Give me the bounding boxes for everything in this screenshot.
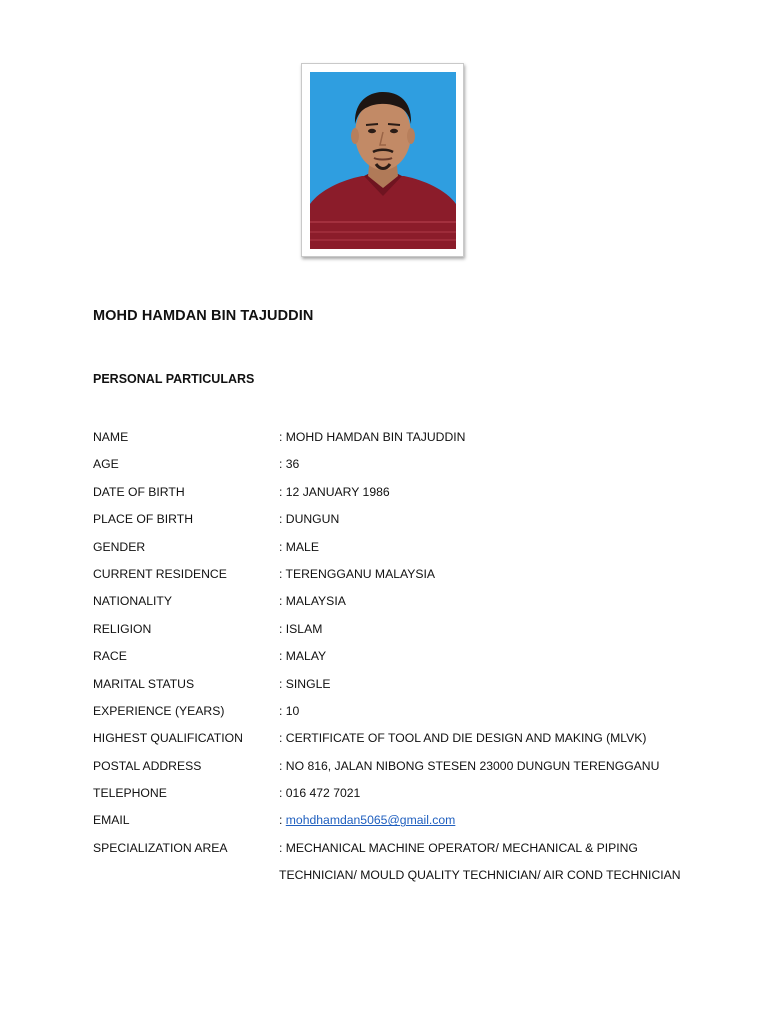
particular-value: : MALAY [279, 649, 327, 664]
particular-value: : MALAYSIA [279, 594, 346, 609]
particular-row-current-residence [93, 566, 713, 593]
particular-row-highest-qualification [93, 730, 713, 757]
particular-label: HIGHEST QUALIFICATION [93, 731, 243, 746]
specialization-line-1: : MECHANICAL MACHINE OPERATOR/ MECHANICAL & PIPING [279, 840, 638, 855]
particular-value: : DUNGUN [279, 512, 340, 527]
profile-photo-frame [301, 63, 464, 257]
particular-value: : TERENGGANU MALAYSIA [279, 566, 435, 581]
particular-value [279, 812, 713, 839]
particular-label: EXPERIENCE (YEARS) [93, 703, 225, 718]
candidate-name-heading: MOHD HAMDAN BIN TAJUDDIN [93, 308, 314, 324]
particular-label: POSTAL ADDRESS [93, 758, 202, 773]
particular-label: AGE [93, 457, 119, 472]
particular-value: : SINGLE [279, 676, 331, 691]
particular-value: : ISLAM [279, 621, 323, 636]
specialization-line-2: TECHNICIAN/ MOULD QUALITY TECHNICIAN/ AIR COND TECHNICIAN [279, 868, 681, 883]
particular-label: DATE OF BIRTH [93, 484, 185, 499]
particular-value: : MALE [279, 539, 319, 554]
personal-particulars-heading: PERSONAL PARTICULARS [93, 372, 255, 386]
particular-row-specialization [93, 840, 713, 895]
particular-value: : NO 816, JALAN NIBONG STESEN 23000 DUNGUN TERENGGANU [279, 758, 660, 773]
particular-row-race [93, 648, 713, 675]
particular-label: CURRENT RESIDENCE [93, 566, 227, 581]
particular-row-experience [93, 703, 713, 730]
particular-row-nationality [93, 593, 713, 620]
particular-label: GENDER [93, 539, 146, 554]
particular-row-religion [93, 621, 713, 648]
particular-value: : CERTIFICATE OF TOOL AND DIE DESIGN AND MAKING (MLVK) [279, 731, 647, 746]
particular-row-age [93, 456, 713, 483]
particular-row-gender [93, 539, 713, 566]
particular-row-date-of-birth [93, 484, 713, 511]
particular-label: SPECIALIZATION AREA [93, 840, 228, 855]
email-link[interactable]: mohdhamdan5065@gmail.com [285, 813, 456, 828]
particular-label: TELEPHONE [93, 786, 167, 801]
profile-photo [310, 72, 456, 249]
particular-row-marital-status [93, 676, 713, 703]
particular-label: NATIONALITY [93, 594, 173, 609]
particular-label: EMAIL [93, 813, 130, 828]
particular-value: : 36 [279, 457, 300, 472]
particular-row-email [93, 812, 713, 839]
email-prefix: : [279, 813, 286, 828]
particular-row-name [93, 429, 713, 456]
particular-value [279, 840, 713, 895]
particular-label: RELIGION [93, 621, 152, 636]
particular-value: : MOHD HAMDAN BIN TAJUDDIN [279, 430, 466, 444]
personal-particulars-list [93, 429, 713, 895]
particular-label: RACE [93, 649, 127, 664]
particular-value: : 10 [279, 703, 300, 718]
particular-row-postal-address [93, 758, 713, 785]
particular-value: : 016 472 7021 [279, 786, 361, 801]
particular-row-place-of-birth [93, 511, 713, 538]
particular-value: : 12 JANUARY 1986 [279, 484, 390, 499]
particular-row-telephone [93, 785, 713, 812]
particular-label: PLACE OF BIRTH [93, 512, 194, 527]
particular-label: NAME [93, 430, 129, 444]
particular-label: MARITAL STATUS [93, 676, 195, 691]
